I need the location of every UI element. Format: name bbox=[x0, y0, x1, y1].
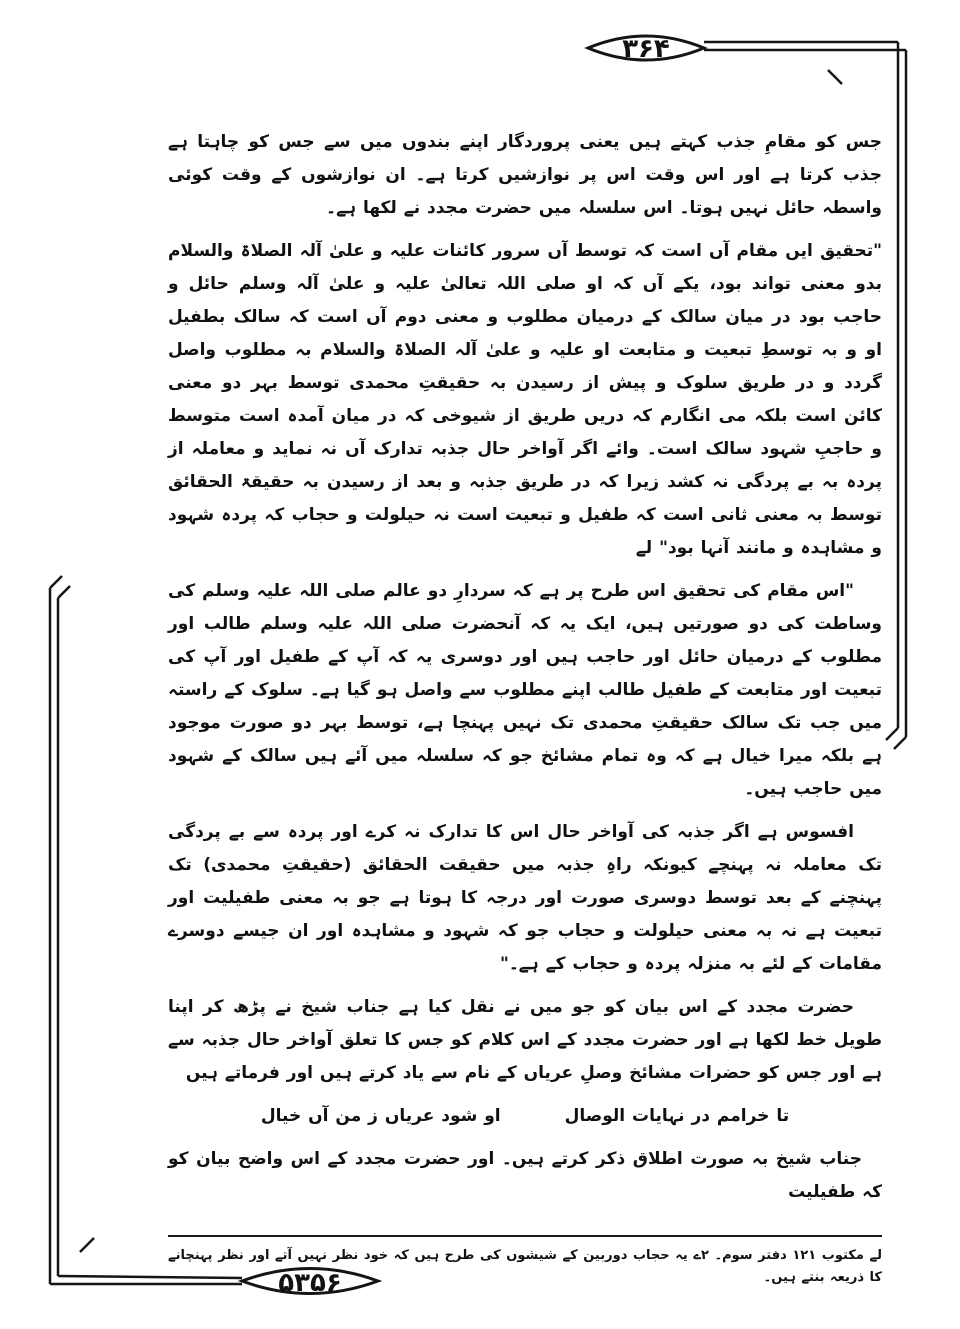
top-cartouche-shape bbox=[588, 36, 704, 60]
verse-line bbox=[168, 1100, 882, 1133]
page-number-bottom: ۵۳۵۶ bbox=[278, 1268, 342, 1298]
footnote-divider bbox=[168, 1235, 882, 1237]
text-column bbox=[168, 126, 882, 1289]
verse-second-hemistich: او شود عریاں ز من آں خیال bbox=[260, 1106, 501, 1126]
paragraph-afsos: افسوس ہے اگر جذبہ کی آواخر حال اس کا تدارک نہ کرے اور پردہ سے بے پردگی تک معاملہ نہ پہنچے کیونکہ راہِ جذبہ میں حقیقت الحقائق (حقیقتِ محمدی) تک پہنچنے کے بعد توسط دوسری صورت اور درجہ کا ہوتا ہے جو بہ معنی طفیلیت اور تبعیت ہے نہ بہ معنی حیلولت و حجاب جو کہ شہود و مشاہدہ اور ان جیسے دوسرے مقامات کے لئے بہ منزلہ پردہ و حجاب کے ہے۔" bbox=[168, 822, 882, 974]
page-number-top: ۳۶۴ bbox=[622, 34, 670, 64]
footnote-text: لے مکتوب ۱۲۱ دفتر سوم۔ ۲ے یہ حجاب دوربین کے شیشوں کی طرح ہیں کہ خود نظر نہیں آتے اور نظر پہنچانے کا ذریعہ بنتے ہیں۔ bbox=[168, 1248, 883, 1285]
verse-first-hemistich: تا خرامم در نہایات الوصال bbox=[564, 1106, 790, 1126]
paragraph-persian-quote: "تحقیق ایں مقام آں است کہ توسط آں سرور کائنات علیہ و علیٰ آلہ الصلاۃ والسلام بدو معنی تواند بود، یکے آں کہ او صلی اللہ تعالیٰ علیہ و علیٰ آلہ وسلم حائل و حاجب بود در میان سالک کے درمیان مطلوب و معنی دوم آں است کہ سالک بطفیل او و بہ توسطِ تبعیت و متابعت او علیہ و علیٰ آلہ الصلاۃ والسلام بہ مطلوب واصل گردد و در طریق سلوک و پیش از رسیدن بہ حقیقتِ محمدی توسط بہر دو معنی کائن است بلکہ می انگارم کہ دریں طریق از شیوخی کہ در میان آمدہ است متوسط و حاجبِ شہود سالک است۔ وائے اگر آواخر حال جذبہ تدارک آں نہ نماید و معاملہ از پردہ بہ بے پردگی نہ کشد زیرا کہ در طریق جذبہ و بعد از رسیدن بہ حقیقۃ الحقائق توسط بہ معنی ثانی است کہ طفیل و تبعیت است نہ حیلولت و حجاب کہ پردہ شہود و مشاہدہ و مانند آنہا بود" لے bbox=[168, 241, 882, 558]
paragraph-urdu-explanation: "اس مقام کی تحقیق اس طرح پر ہے کہ سردارِ دو عالم صلی اللہ علیہ وسلم کی وساطت کی دو صورتیں ہیں، ایک یہ کہ آنحضرت صلی اللہ علیہ وسلم طالب اور مطلوب کے درمیان حائل اور حاجب ہیں اور دوسری یہ کہ آپ کے طفیل اور آپ کی تبعیت اور متابعت کے طفیل طالب اپنے مطلوب سے واصل ہو گیا ہے۔ سلوک کے راستہ میں جب تک سالک حقیقتِ محمدی تک نہیں پہنچا ہے، توسط بہر دو صورت موجود ہے بلکہ میرا خیال ہے کہ وہ تمام مشائخ جو کہ سلسلہ میں آئے ہیں سالک کے شہود میں حاجب ہیں۔ bbox=[168, 581, 882, 799]
closing-line: جناب شیخ بہ صورت اطلاق ذکر کرتے ہیں۔ اور حضرت مجدد کے اس واضح بیان کو کہ طفیلیت bbox=[168, 1149, 882, 1202]
paragraph-hazrat-mujaddid: حضرت مجدد کے اس بیان کو جو میں نے نقل کیا ہے جناب شیخ نے پڑھ کر اپنا طویل خط لکھا ہے اور حضرت مجدد کے اس کلام کو جس کا تعلق آواخر حال جذبہ سے ہے اور جس کو حضرات مشائخ وصلِ عریاں کے نام سے یاد کرتے ہیں اور فرماتے ہیں bbox=[168, 997, 882, 1083]
paragraph-intro: جس کو مقامِ جذب کہتے ہیں یعنی پروردگار اپنے بندوں میں سے جس کو چاہتا ہے جذب کرتا ہے اور اس وقت اس پر نوازشیں کرتا ہے۔ ان نوازشوں کے وقت کوئی واسطہ حائل نہیں ہوتا۔ اس سلسلہ میں حضرت مجدد نے لکھا ہے۔ bbox=[168, 132, 882, 218]
